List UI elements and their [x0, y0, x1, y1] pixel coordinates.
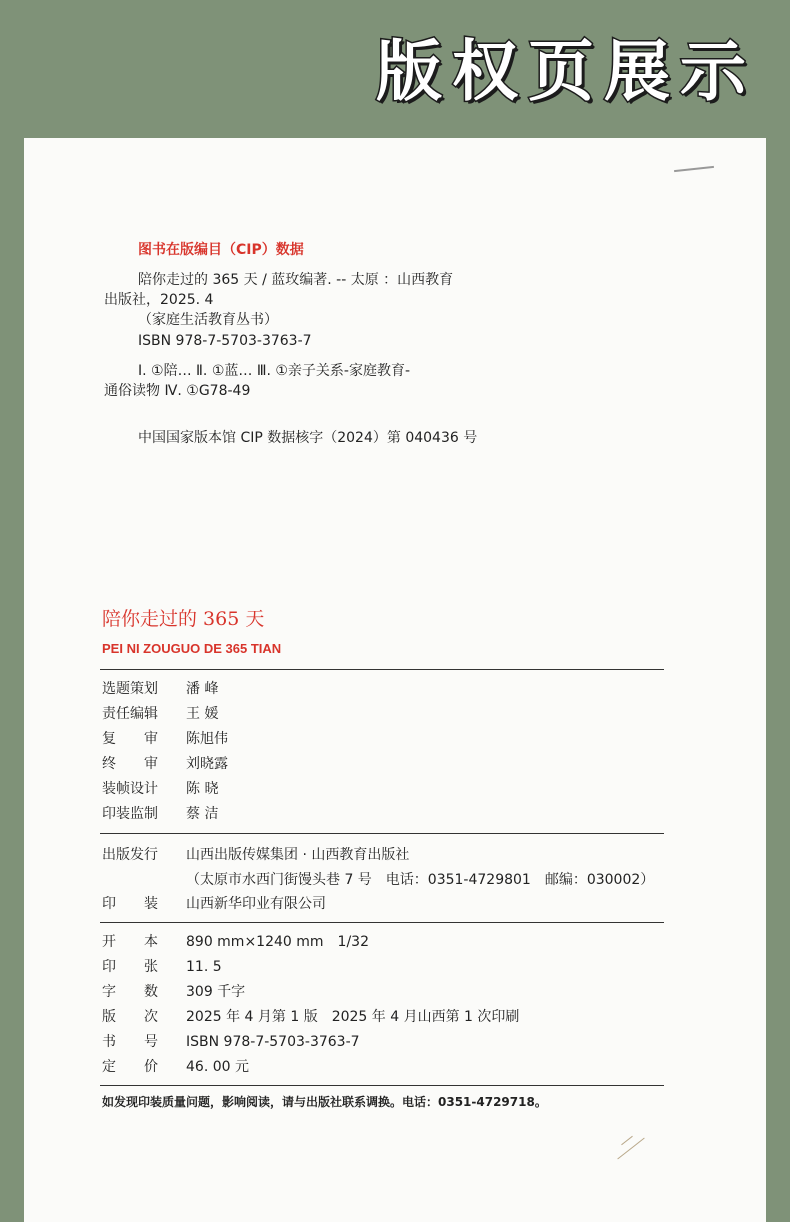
cip-line: （家庭生活教育丛书） — [138, 312, 278, 328]
spec-value: 46. 00 元 — [186, 1059, 249, 1075]
book-pinyin: PEI NI ZOUGUO DE 365 TIAN — [102, 641, 282, 656]
staff-label: 装帧设计 — [102, 781, 158, 797]
publisher-value: 山西出版传媒集团 · 山西教育出版社 — [186, 847, 410, 863]
paper-mark — [621, 1136, 633, 1145]
staff-label: 选题策划 — [102, 681, 158, 697]
spec-value: 2025 年 4 月第 1 版 2025 年 4 月山西第 1 次印刷 — [186, 1009, 520, 1025]
spec-value: ISBN 978-7-5703-3763-7 — [186, 1034, 360, 1050]
staff-value: 刘晓露 — [186, 756, 228, 772]
divider — [100, 669, 664, 670]
cip-isbn: ISBN 978-7-5703-3763-7 — [138, 333, 312, 349]
cip-number: 中国国家版本馆 CIP 数据核字（2024）第 040436 号 — [138, 430, 478, 446]
paper-mark — [617, 1138, 644, 1160]
book-title: 陪你走过的 365 天 — [102, 608, 265, 630]
spec-label: 开 本 — [102, 934, 158, 950]
publisher-address: （太原市水西门街馒头巷 7 号 电话：0351-4729801 邮编：030002） — [186, 872, 655, 888]
spec-label: 版 次 — [102, 1009, 158, 1025]
divider — [100, 833, 664, 834]
cip-heading: 图书在版编目（CIP）数据 — [138, 242, 304, 258]
staff-value: 蔡 洁 — [186, 806, 219, 822]
printer-value: 山西新华印业有限公司 — [186, 896, 326, 912]
publisher-label: 出版发行 — [102, 847, 158, 863]
cip-line: 陪你走过的 365 天 / 蓝玫编著. -- 太原 ：山西教育 — [138, 272, 454, 288]
spec-value: 11. 5 — [186, 959, 222, 975]
staff-value: 陈 晓 — [186, 781, 219, 797]
spec-label: 印 张 — [102, 959, 158, 975]
staff-value: 陈旭伟 — [186, 731, 228, 747]
banner-title: 版权页展示 — [376, 33, 756, 110]
cip-line: Ⅰ. ①陪… Ⅱ. ①蓝… Ⅲ. ①亲子关系-家庭教育- — [138, 363, 411, 379]
spec-value: 309 千字 — [186, 984, 246, 1000]
quality-notice: 如发现印装质量问题，影响阅读，请与出版社联系调换。电话：0351-4729718。 — [102, 1095, 547, 1109]
staff-label: 终 审 — [102, 756, 158, 772]
staff-value: 王 媛 — [186, 706, 219, 722]
divider — [100, 1085, 664, 1086]
printer-label: 印 装 — [102, 896, 158, 912]
spec-label: 字 数 — [102, 984, 158, 1000]
staff-label: 印装监制 — [102, 806, 158, 822]
cip-line: 通俗读物 Ⅳ. ①G78-49 — [104, 383, 251, 399]
staff-value: 潘 峰 — [186, 681, 219, 697]
copyright-page — [24, 138, 766, 1222]
staff-label: 责任编辑 — [102, 706, 158, 722]
spec-label: 定 价 — [102, 1059, 158, 1075]
staff-label: 复 审 — [102, 731, 158, 747]
spec-label: 书 号 — [102, 1034, 158, 1050]
cip-line: 出版社，2025. 4 — [104, 292, 214, 308]
paper-mark — [674, 166, 714, 172]
divider — [100, 922, 664, 923]
spec-value: 890 mm×1240 mm 1/32 — [186, 934, 369, 950]
